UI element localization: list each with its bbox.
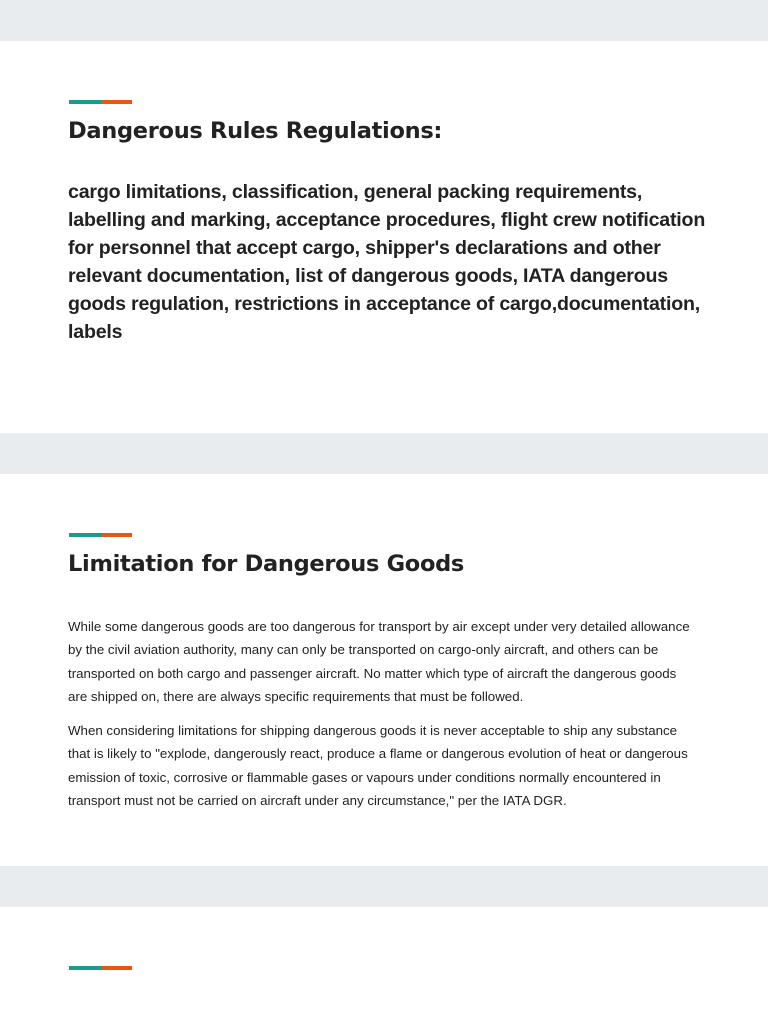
body-paragraph: While some dangerous goods are too dangerous for transport by air except under very detailed allowance by the civil aviation authority, many can only be transported on cargo-only aircraft, and others can be transported on both cargo and passenger aircraft. No matter which type of aircraft the dangerous goods are shipped on, there are always specific requirements that must be followed. — [68, 619, 690, 704]
regulations-list-text: cargo limitations, classification, general packing requirements, labelling and marking, acceptance procedures, flight crew notification for personnel that accept cargo, shipper's declarations and other relevant documentation, list of dangerous goods, IATA dangerous goods regulation, restrictions in acceptance of cargo,documentation, labels — [68, 181, 706, 343]
section-divider-band — [0, 866, 768, 907]
accent-bar — [69, 100, 132, 104]
limitation-section — [0, 474, 768, 866]
body-paragraph: When considering limitations for shipping dangerous goods it is never acceptable to ship any substance that is likely to "explode, dangerously react, produce a flame or dangerous evolution of heat or dangerous emission of toxic, corrosive or flammable gases or vapours under conditions normally encountered in transport must not be carried on aircraft under any circumstance," per the IATA DGR. — [68, 723, 688, 808]
accent-bar-teal — [69, 100, 101, 104]
section-divider-band — [0, 433, 768, 474]
accent-bar-orange — [101, 966, 132, 970]
accent-bar-orange — [101, 533, 132, 537]
next-section — [0, 907, 768, 1024]
accent-bar-orange — [101, 100, 132, 104]
accent-bar-teal — [69, 966, 101, 970]
accent-bar-teal — [69, 533, 101, 537]
section-heading: Dangerous Rules Regulations: — [68, 118, 443, 144]
accent-bar — [69, 533, 132, 537]
section-divider-band — [0, 0, 768, 41]
section-heading: Limitation for Dangerous Goods — [68, 551, 465, 577]
regulations-section — [0, 41, 768, 433]
accent-bar — [69, 966, 132, 970]
